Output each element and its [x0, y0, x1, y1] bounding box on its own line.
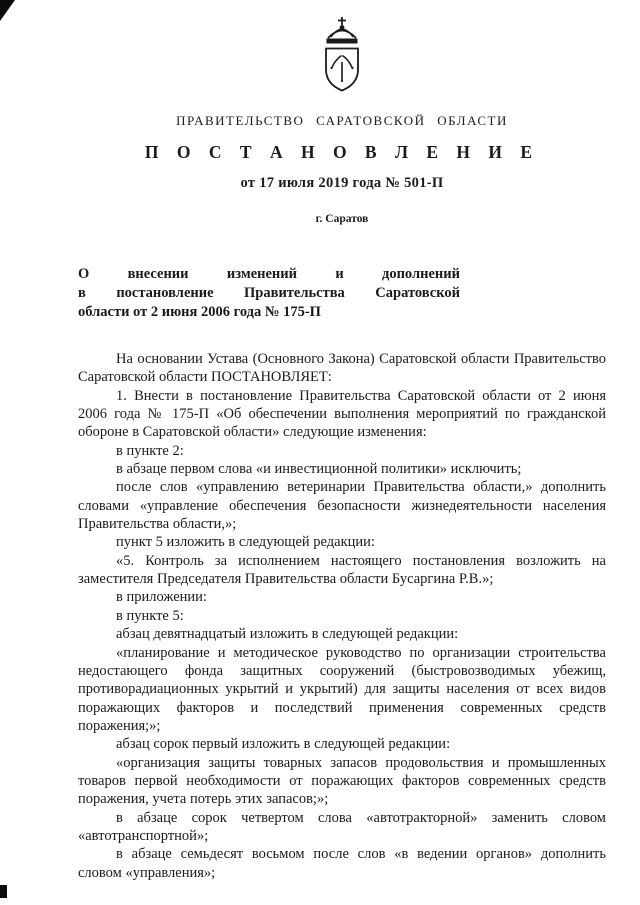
body-paragraph: «планирование и методическое руководство по организации строительства недостающего фонда защитных сооружений (быстровозводимых убежищ, противорадиационных укрытий и укрытий) для защиты населения от всех видов поражающих факторов и последствий применения современных средств поражения;»;	[78, 644, 606, 734]
body-paragraph: абзац сорок первый изложить в следующей редакции:	[116, 736, 451, 753]
title-line-2: в постановление Правительства Саратовской	[78, 285, 460, 301]
body-paragraph: в пункте 5:	[116, 607, 184, 624]
issuing-authority-name: ПРАВИТЕЛЬСТВО САРАТОВСКОЙ ОБЛАСТИ	[176, 113, 508, 128]
body-paragraph: пункт 5 изложить в следующей редакции:	[116, 534, 375, 551]
body-paragraph: в абзаце первом слова «и инвестиционной политики» исключить;	[116, 461, 522, 478]
body-paragraph: «организация защиты товарных запасов продовольствия и промышленных товаров первой необходимости от поражающих факторов современных средств поражения, учета потерь этих запасов;»;	[78, 754, 606, 808]
document-body	[78, 350, 606, 882]
body-paragraph: На основании Устава (Основного Закона) Саратовской области Правительство Саратовской области ПОСТАНОВЛЯЕТ:	[78, 351, 606, 386]
document-type-heading: П О С Т А Н О В Л Е Н И Е	[144, 142, 540, 162]
title-line-1: О внесении изменений и дополнений	[78, 266, 460, 282]
document-title	[78, 265, 460, 322]
body-paragraph: 1. Внести в постановление Правительства Саратовской области от 2 июня 2006 года № 175-П «Об обеспечении выполнения мероприятий по гражданской обороне в Саратовской области» следующие изменения:	[78, 387, 606, 441]
body-paragraph: «5. Контроль за исполнением настоящего постановления возложить на заместителя Председателя Правительства области Бусаргина Р.В.»;	[78, 552, 606, 588]
body-paragraph: абзац девятнадцатый изложить в следующей редакции:	[116, 626, 459, 643]
scan-artifact-top-left-corner	[0, 0, 15, 21]
body-paragraph: в абзаце сорок четвертом слова «автотракторной» заменить словом «автотранспортной»;	[78, 809, 606, 844]
body-paragraph: в приложении:	[116, 589, 207, 606]
scan-artifact-bottom-left	[0, 885, 7, 898]
saratov-coat-of-arms-icon	[319, 16, 365, 94]
title-line-3: области от 2 июня 2006 года № 175-П	[78, 304, 321, 320]
document-header	[78, 0, 606, 225]
body-paragraph: после слов «управлению ветеринарии Правительства области,» дополнить словами «управление обеспечения безопасности жизнедеятельности населения Правительства области,»;	[78, 479, 606, 533]
document-place: г. Саратов	[315, 213, 369, 225]
body-paragraph: в пункте 2:	[116, 442, 184, 459]
body-paragraph: в абзаце семьдесят восьмом после слов «в ведении органов» дополнить словом «управления»;	[78, 846, 606, 881]
document-date-and-number: от 17 июля 2019 года № 501-П	[240, 175, 444, 191]
